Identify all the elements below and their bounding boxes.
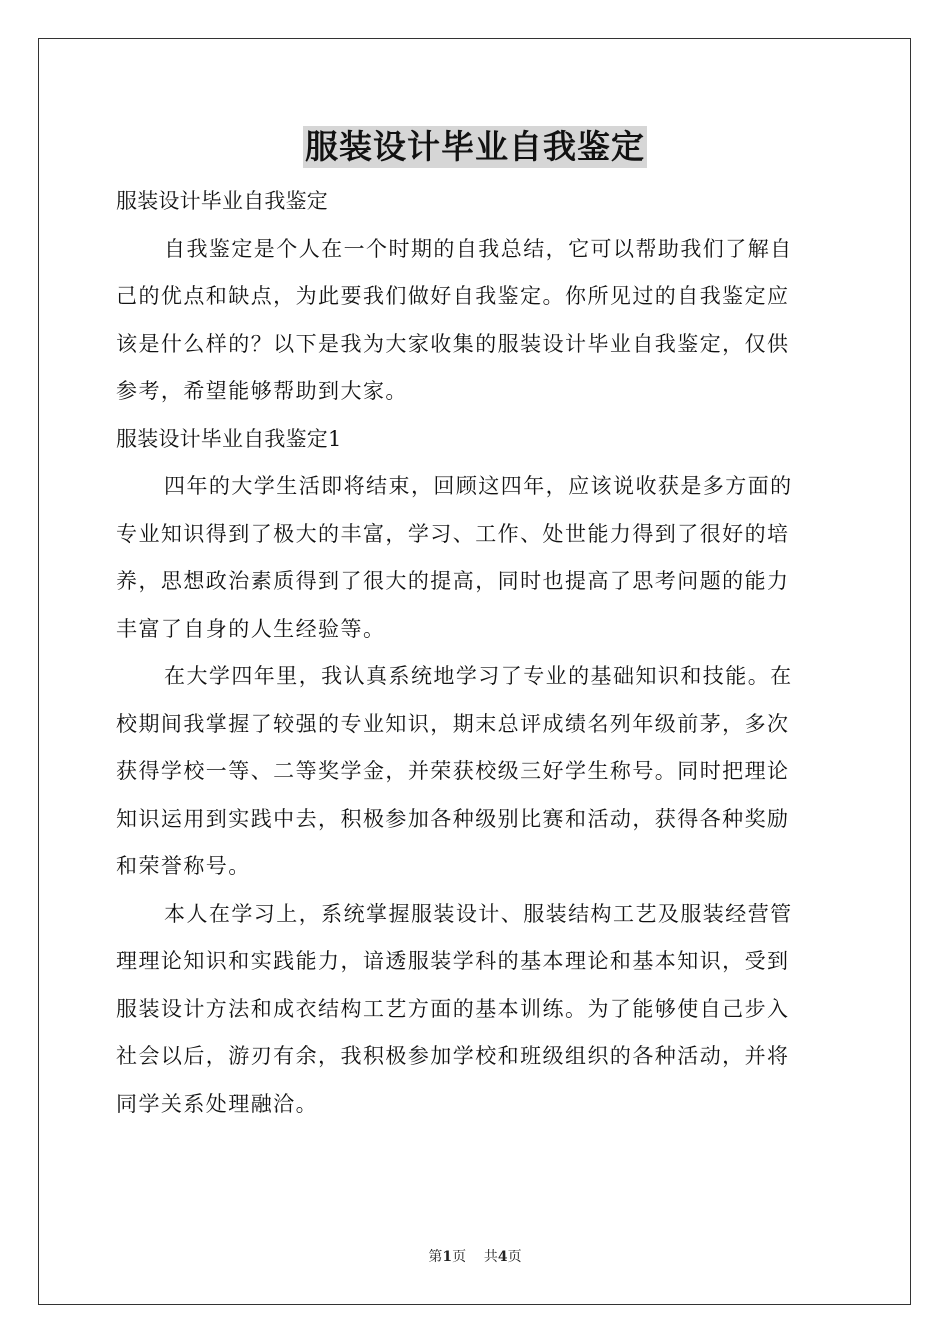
text-line: 专业知识得到了极大的丰富，学习、工作、处世能力得到了很好的培 <box>116 521 790 546</box>
body-paragraph <box>116 891 834 1129</box>
text-line: 获得学校一等、二等奖学金，并荣获校级三好学生称号。同时把理论 <box>116 759 790 783</box>
total-prefix: 共 <box>483 1249 498 1265</box>
text-line: 和荣誉称号。 <box>116 854 251 878</box>
title-wrap <box>0 126 950 168</box>
document-body <box>116 178 834 1128</box>
text-line: 理理论知识和实践能力，谙透服装学科的基本理论和基本知识，受到 <box>116 949 790 973</box>
text-line: 四年的大学生活即将结束，回顾这四年，应该说收获是多方面的 <box>164 474 793 498</box>
text-line: 服装设计方法和成衣结构工艺方面的基本训练。为了能够使自己步入 <box>116 996 790 1021</box>
text-line: 养，思想政治素质得到了很大的提高，同时也提高了思考问题的能力 <box>116 569 790 593</box>
page-number: 1 <box>442 1249 453 1265</box>
page-prefix: 第 <box>428 1249 443 1265</box>
total-suffix: 页 <box>507 1249 522 1265</box>
document-subtitle: 服装设计毕业自我鉴定 <box>116 189 328 213</box>
body-paragraph <box>116 463 834 653</box>
text-line: 校期间我掌握了较强的专业知识，期末总评成绩名列年级前茅，多次 <box>116 711 790 736</box>
page-suffix: 页 <box>452 1249 467 1265</box>
text-line: 自我鉴定是个人在一个时期的自我总结，它可以帮助我们了解自 <box>164 236 793 261</box>
text-line: 社会以后，游刃有余，我积极参加学校和班级组织的各种活动，并将 <box>116 1044 790 1068</box>
text-line: 参考，希望能够帮助到大家。 <box>116 379 408 403</box>
page-footer <box>0 1246 950 1266</box>
document-title: 服装设计毕业自我鉴定 <box>305 127 645 166</box>
text-line: 该是什么样的？以下是我为大家收集的服装设计毕业自我鉴定，仅供 <box>116 331 790 356</box>
text-line: 己的优点和缺点，为此要我们做好自我鉴定。你所见过的自我鉴定应 <box>116 284 790 308</box>
text-line: 知识运用到实践中去，积极参加各种级别比赛和活动，获得各种奖励 <box>116 806 790 831</box>
body-paragraph <box>116 653 834 891</box>
section-heading: 服装设计毕业自我鉴定1 <box>116 426 342 451</box>
text-line: 本人在学习上，系统掌握服装设计、服装结构工艺及服装经营管 <box>164 901 793 926</box>
text-line: 在大学四年里，我认真系统地学习了专业的基础知识和技能。在 <box>164 664 793 688</box>
total-pages: 4 <box>497 1249 508 1265</box>
text-line: 丰富了自身的人生经验等。 <box>116 616 386 641</box>
intro-paragraph <box>116 226 834 416</box>
text-line: 同学关系处理融洽。 <box>116 1091 319 1116</box>
